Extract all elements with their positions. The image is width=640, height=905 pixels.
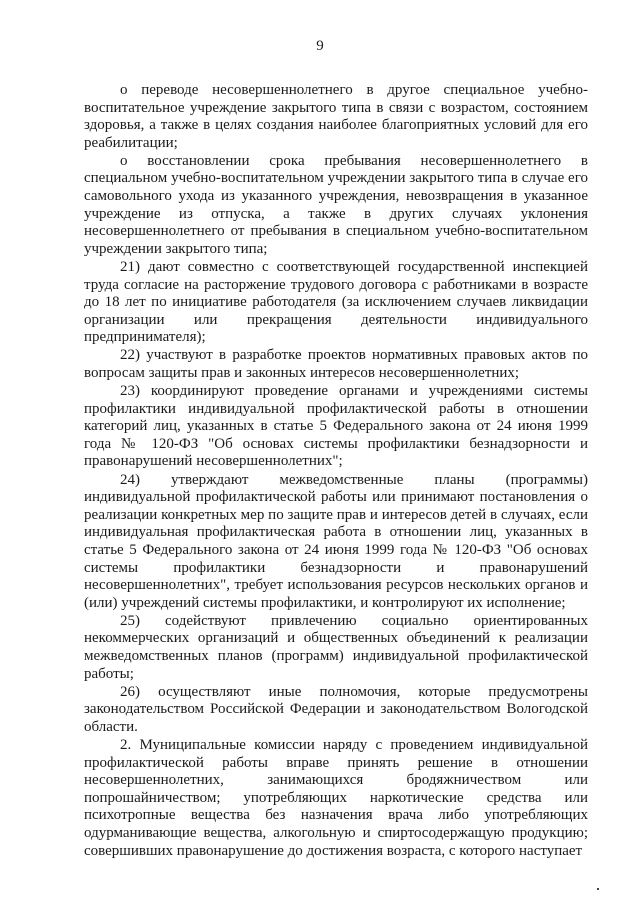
paragraph-item-24: 24) утверждают межведомственные планы (программы) индивидуальной профилактической работы или принимают постановления о реализации конкретных мер по защите прав и интересов детей в случаях, если индивидуальная профилактическая работа в отношении лиц, указанных в статье 5 Федерального закона от 24 июня 1999 года № 120-ФЗ "Об основах системы профилактики безнадзорности и правонарушений несовершеннолетних", требует использования ресурсов нескольких органов и (или) учреждений системы профилактики, и контролируют их исполнение; <box>84 471 588 611</box>
paragraph-item-21: 21) дают совместно с соответствующей государственной инспекцией труда согласие на расторжение трудового договора с работниками в возрасте до 18 лет по инициативе работодателя (за исключением случаев ликвидации организации или прекращения деятельности индивидуального предпринимателя); <box>84 258 588 346</box>
document-body <box>84 82 588 860</box>
paragraph-item-26: 26) осуществляют иные полномочия, которые предусмотрены законодательством Российской Федерации и законодательством Вологодской области. <box>84 683 588 735</box>
paragraph-restoration: о восстановлении срока пребывания несовершеннолетнего в специальном учебно-воспитательном учреждении закрытого типа в случае его самовольного ухода из указанного учреждения, невозвращения в указанное учреждение из отпуска, а также в других случаях уклонения несовершеннолетнего от пребывания в специальном учебно-воспитательном учреждении закрытого типа; <box>84 152 588 257</box>
paragraph-item-25: 25) содействуют привлечению социально ориентированных некоммерческих организаций и общественных объединений к реализации межведомственных планов (программ) индивидуальной профилактической работы; <box>84 612 588 682</box>
paragraph-transfer: о переводе несовершеннолетнего в другое специальное учебно-воспитательное учреждение закрытого типа в связи с возрастом, состоянием здоровья, а также в целях создания наиболее благоприятных условий для его реабилитации; <box>84 82 588 151</box>
page-number: 9 <box>316 38 324 54</box>
paragraph-item-22: 22) участвуют в разработке проектов нормативных правовых актов по вопросам защиты прав и законных интересов несовершеннолетних; <box>84 347 588 381</box>
paragraph-item-23: 23) координируют проведение органами и учреждениями системы профилактики индивидуальной профилактической работы в отношении категорий лиц, указанных в статье 5 Федерального закона от 24 июня 1999 года № 120-ФЗ "Об основах системы профилактики безнадзорности и правонарушений несовершеннолетних"; <box>84 383 588 470</box>
scan-speck <box>597 888 599 890</box>
paragraph-section-2: 2. Муниципальные комиссии наряду с проведением индивидуальной профилактической работы вправе принять решение в отношении несовершеннолетних, занимающихся бродяжничеством или попрошайничеством; употребляющих наркотические средства или психотропные вещества без назначения врача либо употребляющих одурманивающие вещества, алкогольную и спиртосодержащую продукцию; совершивших правонарушение до достижения возраста, с которого наступает <box>84 736 588 859</box>
